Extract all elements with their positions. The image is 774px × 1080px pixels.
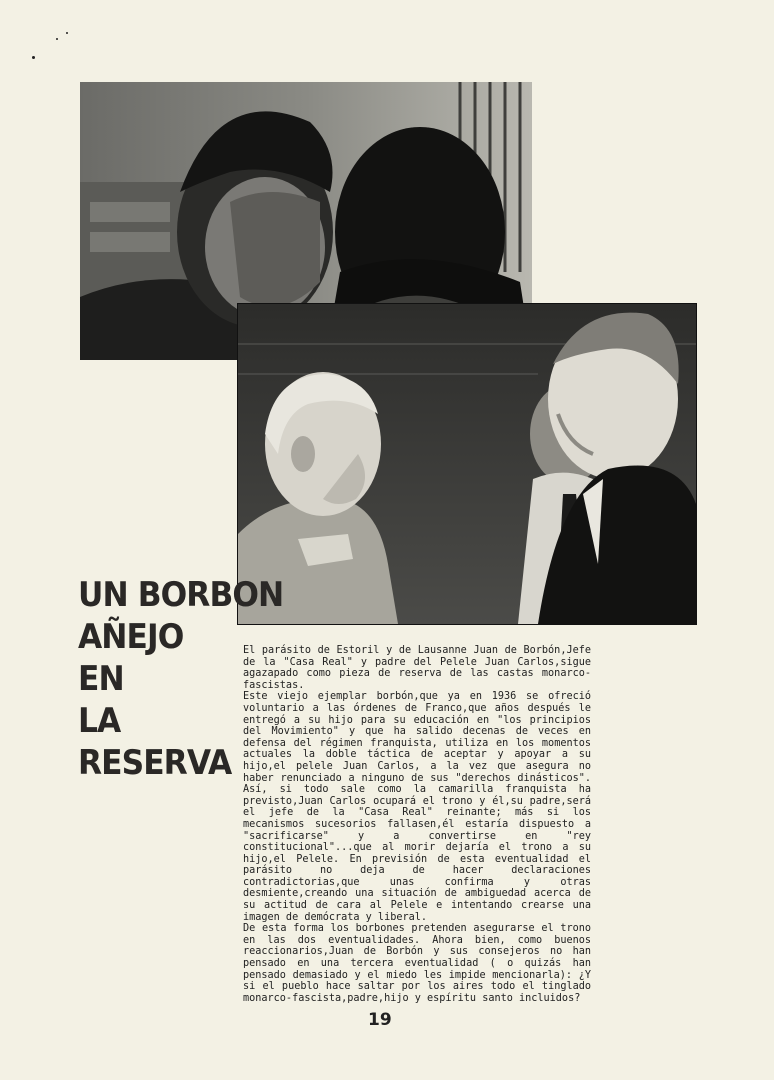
- headline-line: UN BORBON: [78, 575, 284, 615]
- headline-line: EN: [78, 659, 124, 699]
- ink-speck: [32, 56, 35, 59]
- headline-line: RESERVA: [78, 743, 232, 783]
- article-paragraph: Este viejo ejemplar borbón,que ya en 1936 se ofreció voluntario a las órdenes de Franco,que años después le entregó a su hijo para su educación en "los principios del Movimiento" y que ha salido decenas de veces en defensa del régimen franquista, utiliza en los momentos actuales la doble táctica de aceptar y apoyar a su hijo,el pelele Juan Carlos, a la vez que asegura no haber renunciado a ninguno de sus "derechos dinásticos". Así, si todo sale como la camarilla franquista ha previsto,Juan Carlos ocupará el trono y él,su padre,será el jefe de la "Casa Real" reinante; más si los mecanismos sucesorios fallasen,él estaría dispuesto a "sacrificarse" y a convertirse en "rey constitucional"...que al morir dejaría el trono a su hijo,el Pelele. En previsión de esta eventualidad el parásito no deja de hacer declaraciones contradictorias,que unas confirma y otras desmiente,creando una situación de ambiguedad acerca de su actitud de cara al Pelele e intentando crearse una imagen de demócrata y liberal.: [243, 691, 591, 923]
- article-paragraph: El parásito de Estoril y de Lausanne Juan de Borbón,Jefe de la "Casa Real" y padre del Pelele Juan Carlos,sigue agazapado como pieza de reserva de las castas monarco-fascistas.: [243, 645, 591, 691]
- headline-line: LA: [78, 701, 121, 741]
- photo-bottom: [237, 303, 697, 625]
- article-paragraph: De esta forma los borbones pretenden asegurarse el trono en las dos eventualidades. Ahora bien, como buenos reaccionarios,Juan de Borbón y sus consejeros no han pensado en una tercera eventualidad ( o quizás han pensado demasiado y el miedo les impide mencionarla): ¿Y si el pueblo hace saltar por los aires todo el tinglado monarco-fascista,padre,hijo y espíritu santo incluidos?: [243, 923, 591, 1004]
- page-number: 19: [368, 1010, 392, 1030]
- ink-speck: [56, 38, 58, 40]
- ink-speck: [66, 32, 68, 34]
- article-body: [243, 645, 591, 1004]
- headline-line: AÑEJO: [78, 617, 184, 657]
